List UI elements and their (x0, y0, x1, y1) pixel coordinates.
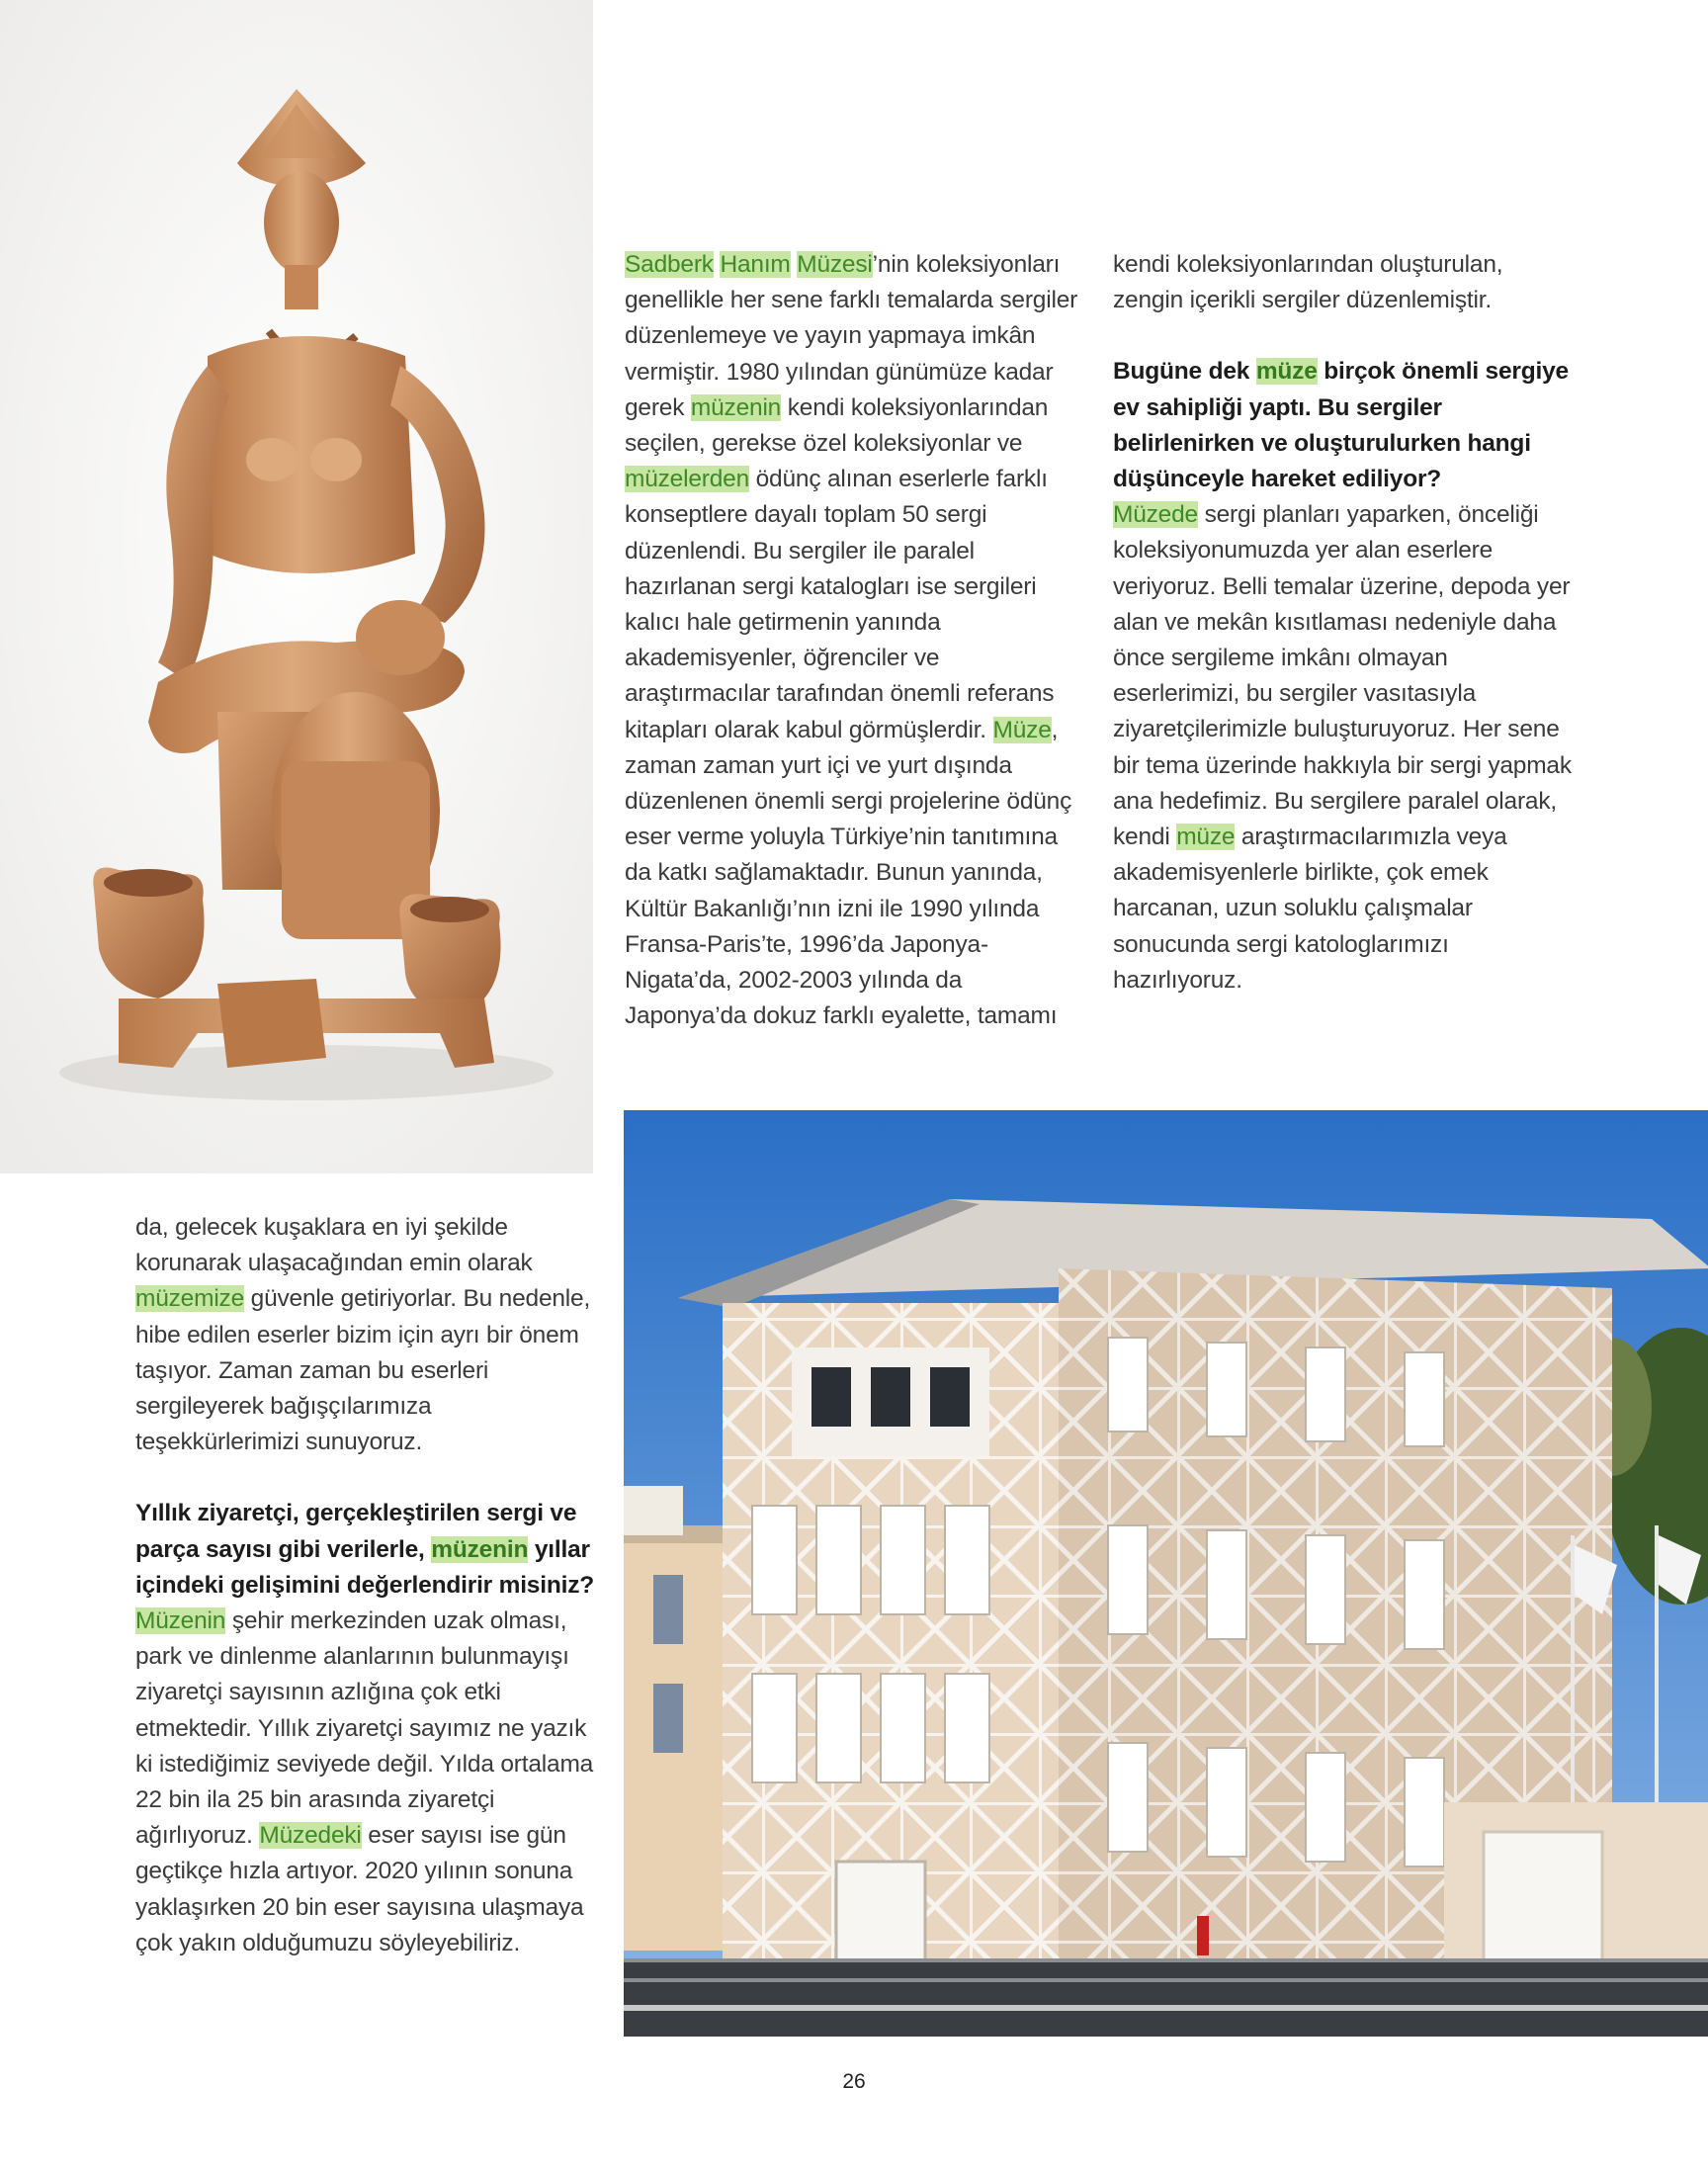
highlighted-term: müzelerden (625, 466, 750, 493)
highlighted-term: Müzenin (135, 1607, 226, 1635)
highlighted-term: Sadberk (625, 251, 714, 278)
text-segment: kendi koleksiyonlarından seçilen, gerekse özel koleksiyonlar ve (625, 393, 1049, 458)
text-segment: Yıllık ziyaretçi, gerçekleştirilen sergi ve parça sayısı gibi verilerle, (135, 1500, 577, 1563)
paragraph: kendi koleksiyonlarından oluşturulan, zengin içerikli sergiler düzenlemiştir. (1113, 251, 1503, 314)
highlighted-term: müze (1176, 824, 1236, 851)
terracotta-figurine-photo (0, 0, 593, 1173)
interview-question (135, 1496, 600, 1604)
interview-answer (135, 1604, 600, 1961)
text-segment: birçok önemli sergiye ev sahipliği yaptı. Bu sergiler belirlenirken ve oluşturulurken hangi düşünceyle hareket ediliyor? (1113, 358, 1569, 493)
highlighted-term: müze (1255, 358, 1318, 386)
highlighted-term: müzemize (135, 1285, 245, 1313)
paragraph (135, 1210, 600, 1460)
article-column-1 (625, 247, 1087, 1034)
text-segment: , zaman zaman yurt içi ve yurt dışında düzenlenen önemli sergi projelerine ödünç eser verme yoluyla Türkiye’nin tanıtımına da katkı sağlamaktadır. Bunun yanında, Kültür Bakanlığı’nın izni ile 1990 yılında Fransa-Paris’te, 1996’da Japonya-Nigata’da, 2002-2003 yılında da Japonya’da dokuz farklı eyalette, tamamı (625, 716, 1072, 1030)
text-segment: Bugüne dek (1113, 358, 1256, 386)
page-number: 26 (842, 2070, 866, 2093)
text-segment: da, gelecek kuşaklara en iyi şekilde korunarak ulaşacağından emin olarak (135, 1214, 533, 1277)
text-segment: şehir merkezinden uzak olması, park ve dinlenme alanlarının bulunmayışı ziyaretçi sayısının azlığına çok etki etmektedir. Yıllık ziyaretçi sayımız ne yazık ki istediğimiz seviyede değil. Yılda ortalama 22 bin ila 25 bin arasında ziyaretçi ağırlıyoruz. (135, 1607, 594, 1850)
text-segment: eser sayısı ise gün geçtikçe hızla artıyor. 2020 yılının sonuna yaklaşırken 20 bin eser sayısına ulaşmaya çok yakın olduğumuzu söyleyebiliriz. (135, 1822, 584, 1956)
highlighted-term: Hanım (720, 251, 791, 278)
article-column-3 (135, 1210, 600, 1961)
article-column-2 (1113, 247, 1578, 999)
text-segment: yıllar içindeki gelişimini değerlendirir misiniz? (135, 1535, 595, 1599)
highlighted-term: müzenin (431, 1535, 529, 1563)
highlighted-term: Müze (992, 716, 1052, 743)
highlighted-term: müzenin (690, 393, 782, 421)
highlighted-term: Müzedeki (259, 1822, 362, 1850)
text-segment: ’nin koleksiyonları genellikle her sene farklı temalarda sergiler düzenlemeye ve yayın yapmaya imkân vermiştir. 1980 yılından günümüze kadar gerek (625, 251, 1078, 421)
text-segment: araştırmacılarımızla veya akademisyenlerle birlikte, çok emek harcanan, uzun soluklu çalışmalar sonucunda sergi katologlarımızı hazırlıyoruz. (1113, 824, 1507, 994)
paragraph (625, 247, 1087, 1034)
text-segment: ödünç alınan eserlerle farklı konseptlere dayalı toplam 50 sergi düzenlendi. Bu sergiler ile paralel hazırlanan sergi katalogları ise sergileri kalıcı hale getirmenin yanında akademisyenler, öğrenciler ve araştırmacılar tarafından önemli referans kitapları olarak kabul görmüşlerdir. (625, 466, 1055, 743)
interview-answer (1113, 497, 1578, 999)
interview-question (1113, 354, 1578, 497)
highlighted-term: Müzesi (797, 251, 873, 278)
highlighted-term: Müzede (1113, 501, 1198, 529)
text-segment: sergi planları yaparken, önceliği koleksiyonumuzda yer alan eserlere veriyoruz. Belli temalar üzerine, depoda yer alan ve mekân kısıtlaması nedeniyle daha önce sergileme imkânı olmayan eserlerimizi, bu sergiler vasıtasıyla ziyaretçilerimizle buluşturuyoruz. Her sene bir tema üzerinde hakkıyla bir sergi yapmak ana hedefimiz. Bu sergilere paralel olarak, kendi (1113, 501, 1572, 851)
museum-mansion-photo (624, 1110, 1708, 2037)
text-segment: güvenle getiriyorlar. Bu nedenle, hibe edilen eserler bizim için ayrı bir önem taşıyor. Zaman zaman bu eserleri sergileyerek bağışçılarımıza teşekkürlerimizi sunuyoruz. (135, 1285, 591, 1456)
